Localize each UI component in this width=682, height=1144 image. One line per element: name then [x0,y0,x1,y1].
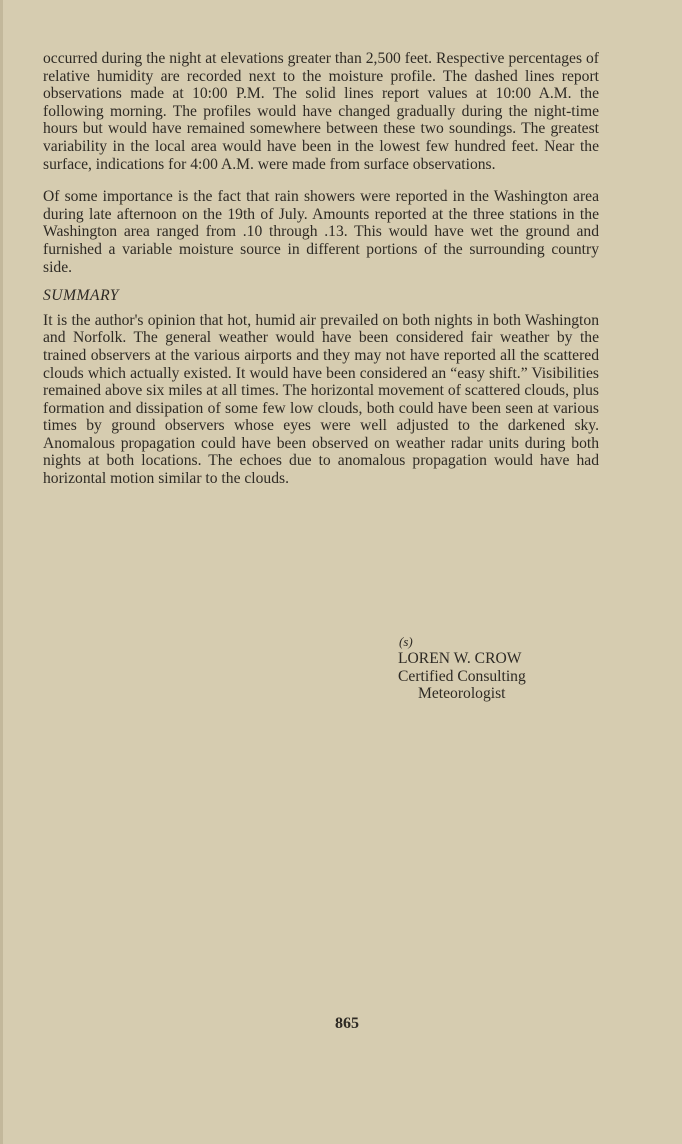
document-body [43,50,599,488]
paragraph-moisture-profile: occurred during the night at elevations greater than 2,500 feet. Respective percentages of relative humidity are recorded next to the moisture profile. The dashed lines report observations made at 10:00 P.M. The solid lines report values at 10:00 A.M. the following morning. The profiles would have changed gradually during the night-time hours but would have remained somewhere between these two soundings. The greatest variability in the local area would have been in the lowest few hundred feet. Near the surface, indications for 4:00 A.M. were made from surface observations. [43,50,599,173]
summary-heading: SUMMARY [43,287,119,305]
summary-paragraph: It is the author's opinion that hot, humid air prevailed on both nights in both Washington and Norfolk. The general weather would have been considered fair weather by the trained observers at the various airports and they may not have reported all the scattered clouds which actually existed. It would have been considered an “easy shift.” Visibilities remained above six miles at all times. The horizontal movement of scattered clouds, plus formation and dissipation of some few low clouds, both could have been seen at various times by ground observers whose eyes were well adjusted to the darkened sky. Anomalous propagation could have been observed on weather radar units during both nights at both locations. The echoes due to anomalous propagation would have had horizontal motion similar to the clouds. [43,311,599,488]
page-edge [0,0,3,1144]
page-number: 865 [335,1015,359,1032]
signature-mark: (s) [399,634,413,649]
paragraph-rain-showers: Of some importance is the fact that rain showers were reported in the Washington area during late afternoon on the 19th of July. Amounts reported at the three stations in the Washington area ranged from .10 through .13. This would have wet the ground and furnished a variable moisture source in different portions of the surrounding country side. [43,188,599,276]
signatory-name: LOREN W. CROW [398,650,522,667]
signatory-title-line-2: Meteorologist [418,685,506,703]
signature-block [398,634,526,703]
signatory-title-line-1: Certified Consulting [398,667,526,685]
